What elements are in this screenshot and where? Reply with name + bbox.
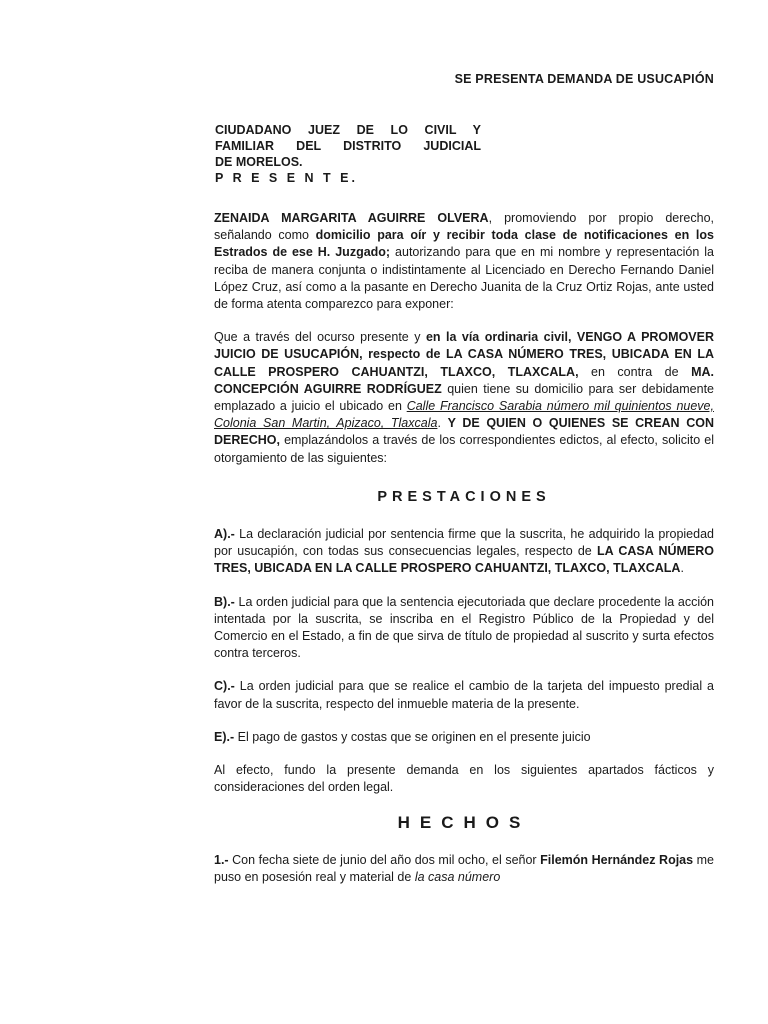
addressee-line-1: CIUDADANO JUEZ DE LO CIVIL Y bbox=[215, 123, 481, 137]
addressee-line-2: FAMILIAR DEL DISTRITO JUDICIAL bbox=[215, 139, 481, 153]
item-a: A).- La declaración judicial por sentencia firme que la suscrita, he adquirido la propiedad por usucapión, con todas sus consecuencias legales, respecto de LA CASA NÚMERO TRES, UBICADA EN LA CALLE PROSPERO CAHUANTZI, TLAXCO, TLAXCALA. bbox=[214, 527, 715, 576]
plaintiff-name: ZENAIDA MARGARITA AGUIRRE OLVERA bbox=[214, 211, 489, 225]
addressee-line-4: P R E S E N T E. bbox=[215, 171, 358, 185]
item-e: E).- El pago de gastos y costas que se originen en el presente juicio bbox=[214, 729, 591, 744]
heading-hechos: HECHOS bbox=[397, 813, 531, 833]
document-body bbox=[214, 210, 714, 902]
hecho-1: 1.- Con fecha siete de junio del año dos mil ocho, el señor Filemón Hernández Rojas me puso en posesión real y material de la casa número bbox=[214, 852, 715, 884]
claim-paragraph: Que a través del ocurso presente y en la vía ordinaria civil, VENGO A PROMOVER JUICIO DE USUCAPIÓN, respecto de LA CASA NÚMERO TRES, UBICADA EN LA CALLE PROSPERO CAHUANTZI, TLAXCO, TLAXCALA, en contra de MA. CONCEPCIÓN AGUIRRE RODRÍGUEZ quien tiene su domicilio para ser debidamente emplazado a juicio el ubicado en Calle Francisco Sarabia número mil quinientos nueve, Colonia San Martin, Apizaco, Tlaxcala. Y DE QUIEN O QUIENES SE CREAN CON DERECHO, emplazándolos a través de los correspondientes edictos, al efecto, solicito el otorgamiento de las siguientes: bbox=[214, 330, 715, 465]
heading-prestaciones: PRESTACIONES bbox=[377, 488, 551, 505]
document-title: SE PRESENTA DEMANDA DE USUCAPIÓN bbox=[454, 72, 714, 86]
intro-paragraph: ZENAIDA MARGARITA AGUIRRE OLVERA, promoviendo por propio derecho, señalando como domicilio para oír y recibir toda clase de notificaciones en los Estrados de ese H. Juzgado; autorizando para que en mi nombre y representación la reciba de manera conjunta o indistintamente al Licenciado en Derecho Fernando Daniel López Cruz, así como a la pasante en Derecho Juanita de la Cruz Ortiz Rojas, ante usted de forma atenta comparezco para exponer: bbox=[214, 211, 714, 312]
item-c: C).- La orden judicial para que se realice el cambio de la tarjeta del impuesto predial a favor de la suscrita, respecto del inmueble materia de la presente. bbox=[214, 679, 714, 711]
addressee-line-3: DE MORELOS. bbox=[215, 155, 303, 169]
item-b: B).- La orden judicial para que la sentencia ejecutoriada que declare procedente la acción intentada por la suscrita, se inscriba en el Registro Público de la Propiedad y del Comercio en el Estado, a fin de que sirva de título de propiedad al suscrito y surta efectos contra terceros. bbox=[214, 594, 714, 661]
addressee-block bbox=[215, 122, 481, 186]
defendant-name: MA. CONCEPCIÓN AGUIRRE RODRÍGUEZ bbox=[214, 364, 714, 396]
closing-paragraph: Al efecto, fundo la presente demanda en los siguientes apartados fácticos y consideraciones del orden legal. bbox=[214, 763, 714, 795]
defendant-address: Calle Francisco Sarabia número mil quinientos nueve, Colonia San Martin, Apizaco, Tlaxcala bbox=[214, 399, 714, 431]
